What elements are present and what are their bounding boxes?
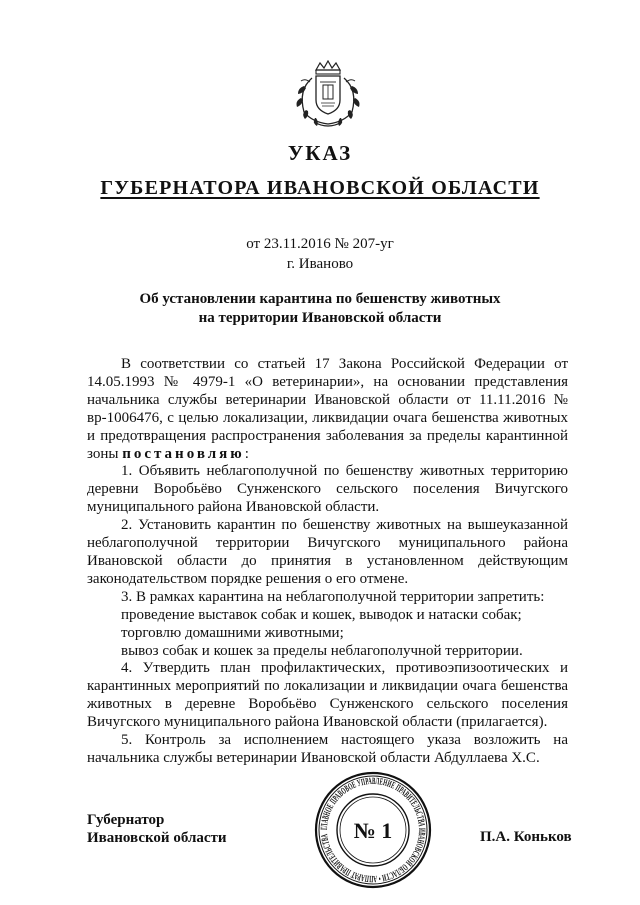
preamble-paragraph — [87, 356, 568, 463]
date-and-number: от 23.11.2016 № 207-уг — [246, 236, 394, 252]
item-3-ban-export: вывоз собак и кошек за пределы неблагополучной территории. — [121, 642, 523, 659]
coat-of-arms-emblem — [290, 60, 366, 130]
signatory-position — [87, 811, 227, 847]
item-3-ban-trade: торговлю домашними животными; — [121, 624, 344, 641]
position-line-2: Ивановской области — [87, 830, 227, 846]
item-4: 4. Утвердить план профилактических, противоэпизоотических и карантинных мероприятий по локализации и ликвидации очага бешенства животных в деревне Воробьёво Сунженского сельского поселения Вичугского муниципального района Ивановской области (прилагается). — [87, 660, 568, 731]
signatory-name: П.А. Коньков — [480, 829, 572, 845]
item-5: 5. Контроль за исполнением настоящего указа возложить на начальника службы ветеринарии Ивановской области Абдуллаева Х.С. — [87, 732, 568, 766]
document-type-title: УКАЗ — [287, 141, 353, 165]
decree-subject — [0, 290, 640, 328]
item-3: 3. В рамках карантина на неблагополучной территории запретить: — [121, 588, 545, 605]
subject-line-1: Об установлении карантина по бешенству животных — [139, 291, 501, 307]
svg-text:№ 1: № 1 — [353, 818, 393, 843]
position-line-1: Губернатор — [87, 812, 165, 828]
item-1: 1. Объявить неблагополучной по бешенству животных территорию деревни Воробьёво Сунженского сельского поселения Вичугского муниципального района Ивановской области. — [87, 463, 568, 516]
resolve-colon: : — [244, 445, 249, 462]
item-3-ban-exhibitions: проведение выставок собак и кошек, выводок и натаски собак; — [121, 606, 522, 623]
issuer-title: ГУБЕРНАТОРА ИВАНОВСКОЙ ОБЛАСТИ — [100, 177, 540, 199]
preamble-text: В соответствии со статьей 17 Закона Российской Федерации от 14.05.1993 № 4979-1 «О ветеринарии», на основании представления начальника службы ветеринарии Ивановской области от 11.11.2016 № вр-1006476, с целью локализации, ликвидации очага бешенства животных и предотвращения распространения заболевания за пределы карантинной зоны — [87, 356, 568, 462]
subject-line-2: на территории Ивановской области — [198, 310, 442, 326]
official-seal-stamp — [313, 770, 433, 890]
item-2: 2. Установить карантин по бешенству животных на вышеуказанной неблагополучной территории Вичугского муниципального района Ивановской области до принятия в установленном действующим законодательством порядке решения о его отмене. — [87, 517, 568, 587]
city-line: г. Иваново — [286, 256, 354, 272]
decree-body — [87, 356, 568, 768]
resolve-word: постановляю — [122, 445, 245, 462]
svg-text:ГЛАВНОЕ ПРАВОВОЕ УПРАВЛЕНИЕ ПР: ГЛАВНОЕ ПРАВОВОЕ УПРАВЛЕНИЕ ПРАВИТЕЛЬСТВА ИВАНОВСКОЙ ОБЛАСТИ • АППАРАТ ПРАВИТЕЛЬСТВА — [318, 775, 428, 885]
